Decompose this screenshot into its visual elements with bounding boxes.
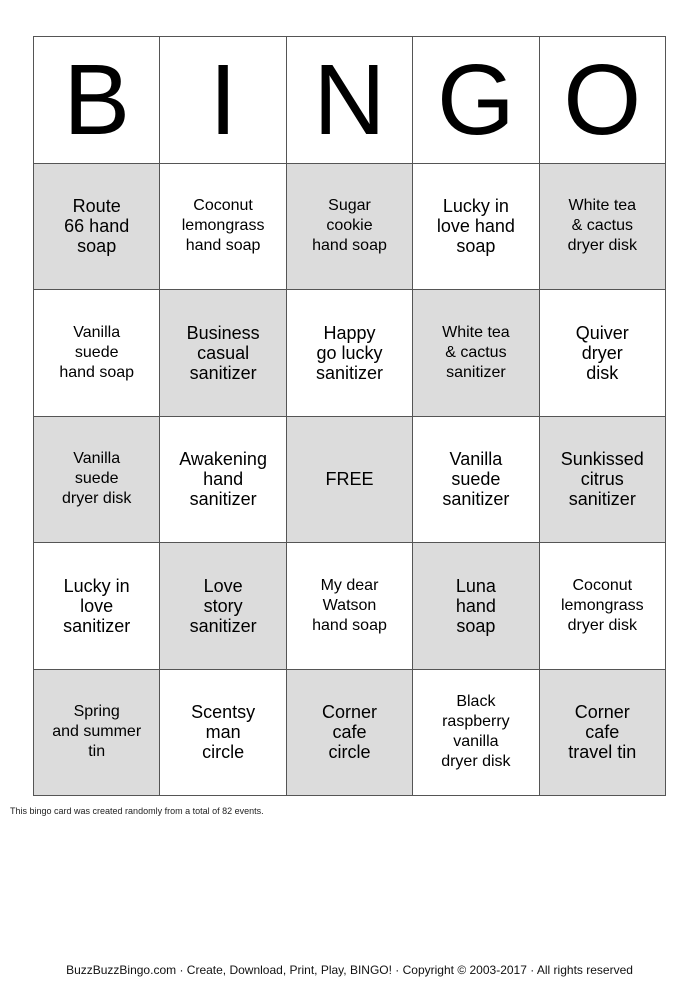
- bingo-square: [34, 290, 160, 417]
- bingo-square: [34, 670, 160, 797]
- bingo-square-text: Luna hand soap: [455, 575, 496, 636]
- bingo-square-text: Business casual sanitizer: [186, 322, 260, 383]
- bingo-card: [33, 36, 666, 796]
- bingo-square-text: My dear Watson hand soap: [312, 576, 387, 634]
- bingo-square: [160, 290, 286, 417]
- bingo-square-text: Coconut lemongrass dryer disk: [560, 576, 644, 634]
- bingo-square: [287, 543, 413, 670]
- bingo-square-text: Corner cafe travel tin: [568, 702, 637, 763]
- bingo-square: [160, 417, 286, 544]
- bingo-square: [160, 543, 286, 670]
- header-letter-o: [540, 37, 666, 164]
- bingo-square-text: Lucky in love hand soap: [436, 196, 515, 257]
- bingo-square-text: Sugar cookie hand soap: [312, 197, 387, 255]
- letter-o: O: [563, 43, 642, 156]
- bingo-square: [287, 417, 413, 544]
- bingo-square: [160, 670, 286, 797]
- bingo-square: [413, 164, 539, 291]
- bingo-square: [540, 417, 666, 544]
- bingo-square-text: Vanilla suede dryer disk: [62, 450, 132, 508]
- bingo-square-text: Lucky in love sanitizer: [63, 575, 131, 636]
- bingo-square-text: White tea & cactus dryer disk: [567, 197, 637, 255]
- bingo-square-text: Black raspberry vanilla dryer disk: [441, 693, 511, 771]
- bingo-square: [287, 670, 413, 797]
- bingo-square: [540, 164, 666, 291]
- letter-i: I: [209, 43, 237, 156]
- bingo-square: [540, 670, 666, 797]
- bingo-square-text: Vanilla suede hand soap: [59, 323, 135, 381]
- bingo-square-text: Happy go lucky sanitizer: [315, 322, 383, 383]
- bingo-square: [34, 543, 160, 670]
- bingo-square-text: Scentsy man circle: [191, 702, 256, 763]
- bingo-square-text: Quiver dryer disk: [575, 322, 629, 383]
- bingo-square: [160, 164, 286, 291]
- bingo-square: [540, 543, 666, 670]
- header-letter-g: [413, 37, 539, 164]
- bingo-square-text: Corner cafe circle: [321, 702, 377, 763]
- card-footnote: This bingo card was created randomly from a total of 82 events.: [10, 806, 264, 816]
- header-letter-n: [287, 37, 413, 164]
- bingo-square-text: Coconut lemongrass hand soap: [181, 197, 265, 255]
- bingo-square-text: Sunkissed citrus sanitizer: [560, 449, 644, 510]
- bingo-square: [34, 417, 160, 544]
- page-footer: BuzzBuzzBingo.com · Create, Download, Print, Play, BINGO! · Copyright © 2003-2017 · All rights reserved: [66, 963, 633, 977]
- bingo-square: [413, 290, 539, 417]
- bingo-square: [413, 543, 539, 670]
- bingo-square: [413, 417, 539, 544]
- letter-n: N: [313, 43, 386, 156]
- header-letter-b: [34, 37, 160, 164]
- bingo-square-text: FREE: [325, 469, 374, 490]
- bingo-square: [34, 164, 160, 291]
- bingo-square-text: Spring and summer tin: [52, 703, 142, 761]
- letter-b: B: [63, 43, 131, 156]
- bingo-square-text: Route 66 hand soap: [64, 196, 130, 257]
- bingo-square-text: Awakening hand sanitizer: [179, 449, 267, 510]
- header-letter-i: [160, 37, 286, 164]
- bingo-square-text: White tea & cactus sanitizer: [442, 323, 510, 381]
- bingo-square: [287, 290, 413, 417]
- bingo-square: [540, 290, 666, 417]
- bingo-square: [413, 670, 539, 797]
- letter-g: G: [436, 43, 515, 156]
- bingo-square-text: Vanilla suede sanitizer: [442, 449, 510, 510]
- bingo-square: [287, 164, 413, 291]
- bingo-square-text: Love story sanitizer: [189, 575, 257, 636]
